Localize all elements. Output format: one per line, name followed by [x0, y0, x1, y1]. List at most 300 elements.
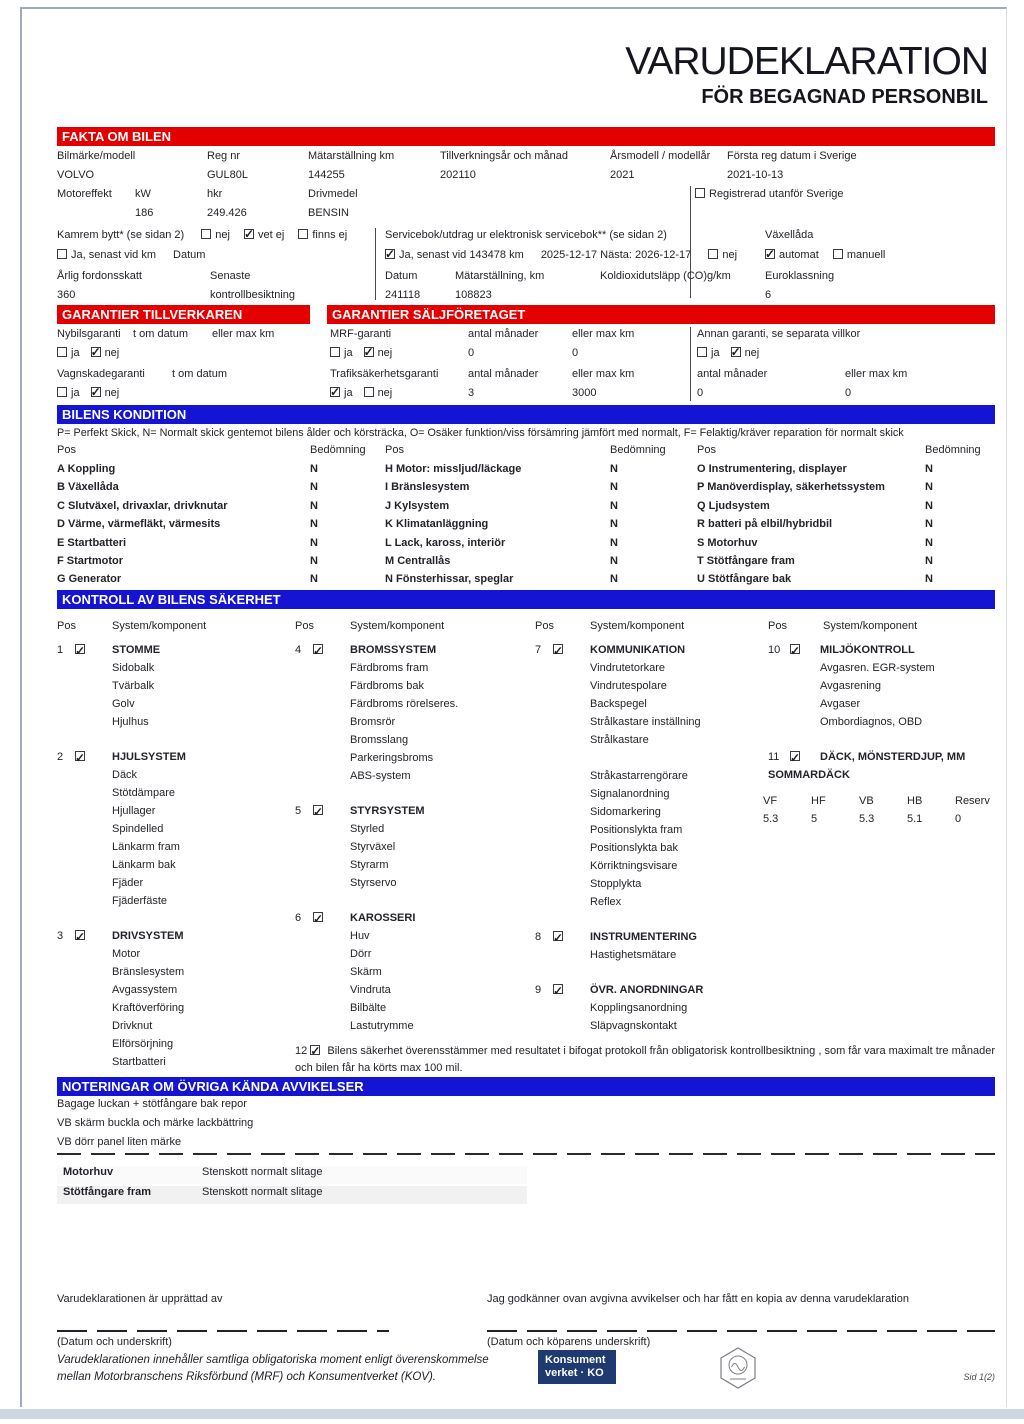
- checkbox-vagnskade-ja[interactable]: [57, 387, 67, 397]
- kondition-item-label: O Instrumentering, displayer: [697, 463, 847, 475]
- safety-group-title: KAROSSERI: [350, 912, 416, 924]
- safety-item: Startbatteri: [112, 1056, 166, 1068]
- checkbox-pos-3[interactable]: [75, 930, 85, 940]
- safety-group-kommunikation: [535, 641, 767, 911]
- field-label: Första reg datum i Sverige: [727, 150, 857, 162]
- checkbox-pos-6[interactable]: [313, 912, 323, 922]
- safety-group-title: STOMME: [112, 644, 161, 656]
- checkbox-annan-nej[interactable]: [731, 347, 741, 357]
- field-value-modelyear: 2021: [610, 169, 635, 181]
- field-label: Servicebok/utdrag ur elektronisk servicebok** (se sidan 2): [385, 229, 667, 241]
- field-label: kontrollbesiktning: [210, 289, 295, 301]
- kondition-item-grade: N: [925, 463, 933, 475]
- registered-abroad-option: [695, 188, 844, 200]
- fakta-labels-row-2: [57, 188, 995, 207]
- safety-item: Kraftöverföring: [112, 1002, 185, 1014]
- tyre-depth-value: 5.1: [907, 813, 923, 825]
- kondition-item-grade: N: [925, 499, 933, 512]
- field-value-annan-months: 0: [697, 387, 704, 399]
- safety-group-hjulsystem: [57, 748, 293, 910]
- checkbox-label: nej: [744, 347, 760, 359]
- checkbox-automat[interactable]: [765, 249, 775, 259]
- field-label: Senaste: [210, 270, 251, 282]
- kondition-item-grade: N: [310, 536, 318, 549]
- signature-caption-seller: (Datum och underskrift): [57, 1336, 172, 1348]
- field-label: Mätarställning, km: [455, 270, 545, 282]
- wear-part-label: Motorhuv: [63, 1166, 114, 1178]
- safety-item: Bromsrör: [350, 716, 396, 728]
- signature-caption-buyer: (Datum och köparens underskrift): [487, 1336, 651, 1348]
- field-label: antal månader: [697, 368, 768, 380]
- signature-line-seller: [57, 1330, 389, 1332]
- wear-note-text: Stenskott normalt slitage: [202, 1186, 323, 1198]
- checkbox-pos-9[interactable]: [553, 984, 563, 994]
- kondition-legend: P= Perfekt Skick, N= Normalt skick gentemot bilens ålder och körsträcka, O= Osäker funktion/viss försämring jämfört med normalt, F= Felaktig/kräver reparation för normalt skick: [57, 427, 904, 439]
- safety-group-title: INSTRUMENTERING: [590, 931, 697, 943]
- field-value-euroclass: 6: [765, 289, 772, 301]
- kondition-item-grade: N: [610, 536, 618, 549]
- checkbox-label: nej: [722, 249, 738, 261]
- checkbox-label: nej: [377, 347, 393, 359]
- fakta-labels-row-3: [57, 270, 995, 289]
- checkbox-label: automat: [779, 249, 819, 261]
- field-value-trafik-months: 3: [468, 387, 475, 399]
- checkbox-pos-7[interactable]: [553, 644, 563, 654]
- gearbox-field: [765, 249, 896, 261]
- pos-number: 6: [295, 912, 302, 924]
- kondition-row: [385, 537, 691, 555]
- tyre-season-label: SOMMARDÄCK: [768, 769, 850, 781]
- safety-item: Släpvagnskontakt: [590, 1020, 677, 1032]
- checkbox-label: manuell: [846, 249, 886, 261]
- konsumentverket-logo-line: verket · KO: [545, 1367, 604, 1379]
- pos-number: 2: [57, 751, 64, 763]
- dashed-divider: [57, 1153, 995, 1155]
- safety-item: Länkarm bak: [112, 859, 176, 871]
- safety-group-title: HJULSYSTEM: [112, 751, 186, 763]
- kondition-row: [57, 500, 383, 518]
- safety-item: Positionslykta fram: [590, 824, 683, 836]
- safety-column-1: [57, 617, 293, 1071]
- checkbox-kamrem-vetej[interactable]: [244, 229, 254, 239]
- checkbox-trafik-ja[interactable]: [330, 387, 340, 397]
- safety-group-title: STYRSYSTEM: [350, 805, 425, 817]
- tyre-col-header: HB: [907, 795, 923, 807]
- field-label: Trafiksäkerhetsgaranti: [330, 368, 439, 380]
- safety-item: Länkarm fram: [112, 841, 180, 853]
- field-value-trafik-km: 3000: [572, 387, 597, 399]
- safety-item: Hastighetsmätare: [590, 949, 677, 961]
- safety-column-header: [295, 617, 533, 635]
- column-header-pos: Pos: [57, 620, 76, 632]
- kondition-column-header: [697, 444, 995, 463]
- safety-item: Elförsörjning: [112, 1038, 174, 1050]
- field-value-inspection-km: 108823: [455, 289, 492, 301]
- kondition-row: [385, 500, 691, 518]
- safety-group-title: BROMSSYSTEM: [350, 644, 437, 656]
- safety-item: Lastutrymme: [350, 1020, 414, 1032]
- servicebok-field: [385, 249, 748, 261]
- annan-options: [697, 347, 770, 359]
- safety-item: Vindrutetorkare: [590, 662, 666, 674]
- safety-group-title: DRIVSYSTEM: [112, 930, 184, 942]
- fineprint-line: Varudeklarationen innehåller samtliga obligatoriska moment enligt överenskommelse: [57, 1354, 489, 1366]
- fineprint-text: [57, 1352, 535, 1386]
- safety-item: Bilbälte: [350, 1002, 387, 1014]
- field-label: Årlig fordonsskatt: [57, 270, 142, 282]
- tyre-header-row: [763, 792, 998, 810]
- tyre-col-header: VB: [859, 795, 874, 807]
- pos-number: 12: [295, 1045, 308, 1057]
- column-header-pos: Pos: [295, 620, 314, 632]
- tyre-depth-value: 5: [811, 813, 818, 825]
- safety-item: Stopplykta: [590, 878, 642, 890]
- checkbox-servicebok-nej[interactable]: [708, 249, 718, 259]
- checkbox-label: finns ej: [312, 229, 348, 241]
- kondition-row: [57, 518, 383, 536]
- safety-item: Strålkastare inställning: [590, 716, 701, 728]
- pos-number: 8: [535, 931, 542, 943]
- kondition-column-1: [57, 444, 383, 592]
- safety-item: Huv: [350, 930, 370, 942]
- checkbox-pos-12[interactable]: [310, 1045, 320, 1055]
- safety-group-karosseri: [295, 909, 533, 1035]
- section-header-garantier-saljforetaget: GARANTIER SÄLJFÖRETAGET: [327, 305, 995, 324]
- kondition-row: [385, 573, 691, 591]
- kondition-row: [697, 518, 995, 536]
- kondition-item-label: M Centrallås: [385, 554, 451, 567]
- tyre-depth-value: 5.3: [859, 813, 875, 825]
- checkbox-label: vet ej: [257, 229, 285, 241]
- safety-item: Färdbroms fram: [350, 662, 429, 674]
- field-label: kW: [135, 188, 151, 200]
- tyre-col-header: HF: [811, 795, 826, 807]
- field-label: Växellåda: [765, 229, 814, 241]
- signature-line-buyer: [487, 1330, 995, 1332]
- safety-item: Färdbroms rörelseres.: [350, 698, 459, 710]
- field-label: Drivmedel: [308, 188, 358, 200]
- kondition-item-grade: N: [310, 499, 318, 512]
- kondition-row: [697, 573, 995, 591]
- field-label: Koldioxidutsläpp (CO)g/km: [600, 270, 731, 282]
- checkbox-label: ja: [711, 347, 720, 359]
- kondition-list: [697, 463, 995, 592]
- safety-item: Strålkastare: [590, 734, 649, 746]
- safety-column-3: [535, 617, 767, 1035]
- kondition-list: [57, 463, 383, 592]
- kondition-row: [697, 500, 995, 518]
- checkbox-annan-ja[interactable]: [697, 347, 707, 357]
- kondition-item-grade: N: [925, 573, 933, 586]
- field-label: Annan garanti, se separata villkor: [697, 328, 861, 340]
- safety-group-title: ÖVR. ANORDNINGAR: [590, 984, 704, 996]
- checkbox-pos-11[interactable]: [790, 751, 800, 761]
- kondition-item-label: T Stötfångare fram: [697, 554, 795, 567]
- safety-item: Positionslykta bak: [590, 842, 679, 854]
- kondition-item-label: Q Ljudsystem: [697, 499, 770, 512]
- fakta-service-row: [57, 249, 995, 268]
- field-value-mrf-months: 0: [468, 347, 475, 359]
- kamrem-field: [57, 229, 358, 241]
- checkbox-kamrem-nej[interactable]: [201, 229, 211, 239]
- checkbox-nybils-ja[interactable]: [57, 347, 67, 357]
- safety-item: Styrväxel: [350, 841, 396, 853]
- buyer-approval-label: Jag godkänner ovan avgivna avvikelser och har fått en kopia av denna varudeklaration: [487, 1293, 909, 1305]
- kondition-item-grade: N: [310, 481, 318, 494]
- pos-number: 3: [57, 930, 64, 942]
- checkbox-mrf-ja[interactable]: [330, 347, 340, 357]
- tyre-col-header: VF: [763, 795, 778, 807]
- mrf-logo: [718, 1346, 758, 1393]
- trafik-options: [330, 387, 403, 399]
- safety-item: Stråkastarrengörare: [590, 770, 688, 782]
- fineprint-line: mellan Motorbranschens Riksförbund (MRF) och Konsumentverket (KOV).: [57, 1371, 437, 1383]
- kondition-item-label: G Generator: [57, 573, 122, 586]
- kondition-row: [57, 481, 383, 499]
- field-value-odometer: 144255: [308, 169, 345, 181]
- kondition-item-label: F Startmotor: [57, 554, 123, 567]
- kondition-item-label: P Manöverdisplay, säkerhetssystem: [697, 481, 885, 494]
- kondition-column-header: [57, 444, 383, 463]
- safety-item: Avgasrening: [820, 680, 881, 692]
- safety-group-title: MILJÖKONTROLL: [820, 644, 915, 656]
- field-label: Årsmodell / modellår: [610, 150, 711, 162]
- safety-item: Avgaser: [820, 698, 861, 710]
- fakta-labels-row-1: [57, 150, 995, 169]
- kondition-row: [385, 463, 691, 481]
- checkbox-mrf-nej[interactable]: [364, 347, 374, 357]
- kondition-row: [697, 463, 995, 481]
- checkbox-pos-1[interactable]: [75, 644, 85, 654]
- checkbox-label: ja: [71, 387, 80, 399]
- safety-group-title: DÄCK, MÖNSTERDJUP, MM: [820, 751, 966, 763]
- column-header-pos: Pos: [697, 444, 716, 456]
- kondition-item-grade: N: [925, 554, 933, 567]
- column-header-pos: Pos: [768, 620, 787, 632]
- field-label: Vagnskadegaranti: [57, 368, 145, 380]
- field-value-kw: 186: [135, 207, 154, 219]
- safety-item: Vindrutespolare: [590, 680, 667, 692]
- checkbox-vagnskade-nej[interactable]: [91, 387, 101, 397]
- section-header-garantier-tillverkaren: GARANTIER TILLVERKAREN: [57, 305, 310, 324]
- checkbox-label: nej: [104, 387, 120, 399]
- field-label: Nybilsgaranti: [57, 328, 121, 340]
- column-header-system: System/komponent: [112, 620, 207, 632]
- pos-number: 4: [295, 644, 302, 656]
- checkbox-label: Ja, senast vid km: [71, 249, 156, 261]
- kondition-item-grade: N: [610, 481, 618, 494]
- kondition-item-grade: N: [310, 573, 318, 586]
- safety-item: Reflex: [590, 896, 622, 908]
- wear-note-row: [57, 1166, 527, 1184]
- column-header-system: System/komponent: [350, 620, 445, 632]
- safety-group-miljokontroll: [768, 641, 998, 731]
- safety-item: Signalanordning: [590, 788, 670, 800]
- field-label: eller max km: [845, 368, 908, 380]
- safety-item: Skärm: [350, 966, 382, 978]
- field-label: Reg nr: [207, 150, 241, 162]
- safety-item: Golv: [112, 698, 135, 710]
- pos-number: 9: [535, 984, 542, 996]
- wear-part-label: Stötfångare fram: [63, 1186, 152, 1198]
- safety-item: Styrservo: [350, 877, 397, 889]
- section-header-kondition: BILENS KONDITION: [57, 405, 995, 424]
- garanti-checks-row-2: [57, 387, 995, 406]
- checkbox-pos-8[interactable]: [553, 931, 563, 941]
- safety-group-stomme: [57, 641, 293, 731]
- safety-group-ovriga-anordningar: [535, 981, 767, 1035]
- kondition-item-label: L Lack, kaross, interiör: [385, 536, 506, 549]
- checkbox-kamrem-finnsej[interactable]: [298, 229, 308, 239]
- kondition-list: [385, 463, 691, 592]
- tyre-values-row: [763, 810, 998, 828]
- checkbox-manuell[interactable]: [833, 249, 843, 259]
- pos-number: 11: [768, 751, 780, 763]
- checkbox-pos-2[interactable]: [75, 751, 85, 761]
- kondition-item-grade: N: [925, 481, 933, 494]
- safety-column-header: [768, 617, 998, 635]
- field-label: antal månader: [468, 328, 539, 340]
- safety-item: Fjäder: [112, 877, 144, 889]
- safety-item: Bränslesystem: [112, 966, 185, 978]
- kondition-row: [57, 573, 383, 591]
- issuer-label: Varudeklarationen är upprättad av: [57, 1293, 223, 1305]
- kondition-item-label: K Klimatanläggning: [385, 518, 489, 531]
- safety-group-instrumentering: [535, 928, 767, 964]
- field-label: Euroklassning: [765, 270, 835, 282]
- field-value-mrf-km: 0: [572, 347, 579, 359]
- safety-item: Styrarm: [350, 859, 389, 871]
- checkbox-pos-5[interactable]: [313, 805, 323, 815]
- kondition-row: [57, 463, 383, 481]
- kondition-item-label: D Värme, värmefläkt, värmesits: [57, 518, 221, 531]
- kondition-column-header: [385, 444, 691, 463]
- kondition-row: [385, 481, 691, 499]
- checkbox-trafik-nej[interactable]: [364, 387, 374, 397]
- mrf-emblem-icon: [718, 1346, 758, 1390]
- kondition-item-grade: N: [610, 554, 618, 567]
- checkbox-registrerad-utanfor[interactable]: [695, 188, 705, 198]
- safety-column-header: [535, 617, 767, 635]
- field-value-fuel: BENSIN: [308, 207, 349, 219]
- pos-number: 7: [535, 644, 542, 656]
- konsumentverket-logo: [538, 1350, 616, 1384]
- safety-item: Motor: [112, 948, 141, 960]
- checkbox-pos-4[interactable]: [313, 644, 323, 654]
- pos-number: 5: [295, 805, 302, 817]
- field-label: MRF-garanti: [330, 328, 392, 340]
- checkbox-servicebok-ja[interactable]: [385, 249, 395, 259]
- safety-item: Tvärbalk: [112, 680, 155, 692]
- safety-column-4: [763, 617, 998, 828]
- window-bottom-edge: [0, 1409, 1024, 1419]
- kondition-item-grade: N: [310, 518, 318, 531]
- fakta-values-row-2: [57, 207, 995, 226]
- field-value-service-dates: 2025-12-17 Nästa: 2026-12-17: [540, 249, 692, 261]
- checkbox-label: Registrerad utanför Sverige: [709, 188, 844, 200]
- field-label: Bilmärke/modell: [57, 150, 136, 162]
- field-label: eller max km: [212, 328, 275, 340]
- field-value-hkr: 249.426: [207, 207, 247, 219]
- kondition-row: [697, 481, 995, 499]
- kondition-item-grade: N: [310, 554, 318, 567]
- safety-column-2: [295, 617, 533, 1035]
- kamrem-ja-field: [57, 249, 205, 261]
- column-header-system: System/komponent: [590, 620, 685, 632]
- safety-item: Dörr: [350, 948, 372, 960]
- safety-item: Färdbroms bak: [350, 680, 424, 692]
- safety-item: Avgassystem: [112, 984, 178, 996]
- kondition-row: [385, 518, 691, 536]
- checkbox-label: nej: [377, 387, 393, 399]
- field-value-brand: VOLVO: [57, 169, 95, 181]
- safety-item: Spindelled: [112, 823, 164, 835]
- document-subtitle: FÖR BEGAGNAD PERSONBIL: [701, 86, 988, 108]
- field-label: t om datum: [172, 368, 228, 380]
- safety-item: Avgasren. EGR-system: [820, 662, 935, 674]
- safety-item: Styrled: [350, 823, 385, 835]
- kondition-item-label: R batteri på elbil/hybridbil: [697, 518, 833, 531]
- safety-item: Hjullager: [112, 805, 156, 817]
- mrf-options: [330, 347, 403, 359]
- field-value-first-reg: 2021-10-13: [727, 169, 784, 181]
- column-header-bedomning: Bedömning: [310, 444, 366, 456]
- konsumentverket-logo-line: Konsument: [545, 1354, 606, 1366]
- kondition-item-label: I Bränslesystem: [385, 481, 470, 494]
- safety-item: Hjulhus: [112, 716, 149, 728]
- field-label: Tillverkningsår och månad: [440, 150, 568, 162]
- kondition-item-label: S Motorhuv: [697, 536, 758, 549]
- pos-number: 1: [57, 644, 64, 656]
- safety-item: Sidomarkering: [590, 806, 661, 818]
- safety-column-header: [57, 617, 293, 635]
- vagnskade-options: [57, 387, 130, 399]
- section-header-sakerhet: KONTROLL AV BILENS SÄKERHET: [57, 590, 995, 609]
- kondition-item-label: A Koppling: [57, 463, 116, 475]
- field-value-regnr: GUL80L: [207, 169, 248, 181]
- column-header-system: System/komponent: [823, 620, 918, 632]
- field-label: Datum: [173, 249, 206, 261]
- safety-group-dack: [763, 748, 998, 828]
- kondition-row: [385, 555, 691, 573]
- kondition-item-label: N Fönsterhissar, speglar: [385, 573, 514, 586]
- checkbox-pos-10[interactable]: [790, 644, 800, 654]
- checkbox-label: ja: [344, 347, 353, 359]
- kondition-item-grade: N: [610, 518, 618, 531]
- checkbox-kamrem-ja[interactable]: [57, 249, 67, 259]
- kondition-row: [697, 537, 995, 555]
- field-label: Datum: [385, 270, 418, 282]
- checkbox-label: ja: [71, 347, 80, 359]
- tyre-col-header: Reserv: [955, 795, 990, 807]
- column-header-pos: Pos: [385, 444, 404, 456]
- document-title: VARUDEKLARATION: [625, 40, 988, 83]
- field-label: eller max km: [572, 328, 635, 340]
- kondition-item-label: J Kylsystem: [385, 499, 450, 512]
- safety-item: Sidobalk: [112, 662, 155, 674]
- checkbox-nybils-nej[interactable]: [91, 347, 101, 357]
- checkbox-label: ja: [344, 387, 353, 399]
- safety-item: Bromsslang: [350, 734, 409, 746]
- safety-item: Kopplingsanordning: [590, 1002, 688, 1014]
- field-label: antal månader: [468, 368, 539, 380]
- garanti-checks-row-1: [57, 347, 995, 366]
- field-label: hkr: [207, 188, 223, 200]
- kondition-item-grade: N: [925, 536, 933, 549]
- kondition-item-label: B Växellåda: [57, 481, 119, 494]
- field-value-annan-km: 0: [845, 387, 852, 399]
- safety-item: Ombordiagnos, OBD: [820, 716, 923, 728]
